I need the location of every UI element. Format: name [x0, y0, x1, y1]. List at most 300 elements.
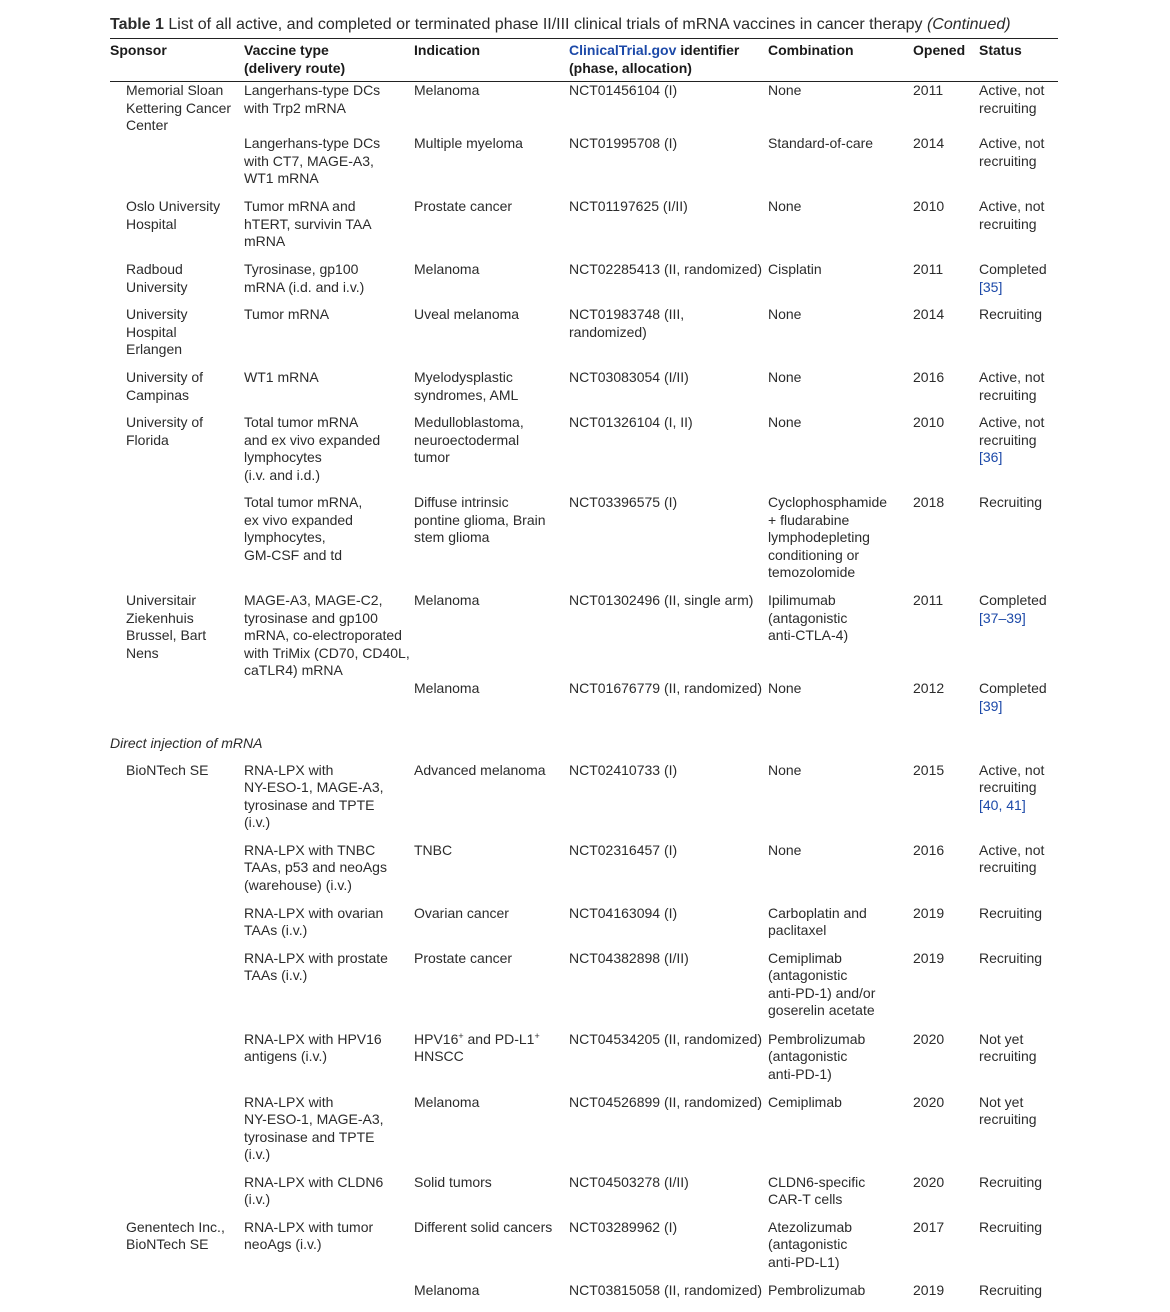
combination-cell — [768, 905, 913, 950]
identifier-text: NCT04534205 (II, randomized) — [569, 1030, 762, 1047]
indication-cell — [414, 414, 569, 494]
identifier-text: NCT03815058 (II, randomized) — [569, 1281, 762, 1298]
indication-text: syndromes, AML — [414, 386, 519, 403]
vaccine-text: tyrosinase and gp100 — [244, 609, 378, 626]
status-text: recruiting — [979, 1111, 1037, 1128]
vaccine-text: Tumor mRNA and — [244, 197, 356, 214]
status-text: recruiting — [979, 99, 1037, 116]
opened-cell: 2010 — [913, 413, 945, 430]
indication-text: Melanoma — [414, 1093, 480, 1110]
vaccine-text: hTERT, survivin TAA — [244, 215, 372, 232]
combination-text: (antagonistic — [768, 1048, 848, 1065]
sponsor-text: Ziekenhuis — [126, 609, 194, 626]
identifier-cell — [569, 261, 768, 306]
table-row — [110, 82, 1058, 135]
vaccine-text: antigens (i.v.) — [244, 1048, 327, 1065]
sponsor-cell — [110, 82, 244, 135]
opened-cell: 2011 — [913, 82, 944, 99]
vaccine-text: RNA-LPX with tumor — [244, 1218, 374, 1235]
header-indication: Indication — [414, 42, 481, 58]
vaccine-text: TAAs, p53 and neoAgs — [244, 859, 387, 876]
opened-cell: 2010 — [913, 197, 945, 214]
identifier-cell — [569, 762, 768, 842]
sponsor-cell — [110, 494, 244, 592]
vaccine-type-cell — [244, 1031, 414, 1094]
indication-cell — [414, 261, 569, 306]
sponsor-text: Memorial Sloan — [126, 82, 224, 99]
header-opened: Opened — [913, 42, 966, 58]
status-cell — [979, 198, 1058, 261]
indication-cell — [414, 842, 569, 905]
status-text: Active, not — [979, 368, 1045, 385]
caption-label: Table 1 — [110, 16, 164, 33]
vaccine-type-cell — [244, 905, 414, 950]
clinicaltrial-link[interactable]: ClinicalTrial.gov — [569, 42, 677, 58]
vaccine-text: NY-ESO-1, MAGE-A3, — [244, 779, 384, 796]
status-cell — [979, 1031, 1058, 1094]
opened-cell: 2019 — [913, 1281, 945, 1298]
status-text: recruiting — [979, 152, 1037, 169]
table-row — [110, 261, 1058, 306]
indication-cell — [414, 494, 569, 592]
combination-cell — [768, 494, 913, 592]
identifier-cell — [569, 1174, 768, 1219]
opened-cell: 2019 — [913, 949, 945, 966]
combination-text: temozolomide — [768, 564, 856, 581]
indication-text: Medulloblastoma, — [414, 413, 524, 430]
indication-cell — [414, 369, 569, 414]
vaccine-type-cell — [244, 680, 414, 725]
indication-text: Different solid cancers — [414, 1218, 553, 1235]
vaccine-text: RNA-LPX with HPV16 — [244, 1030, 382, 1047]
combination-text: None — [768, 679, 802, 696]
combination-text: None — [768, 413, 802, 430]
identifier-text: NCT01983748 (III, — [569, 305, 685, 322]
table-row — [110, 414, 1058, 494]
indication-text: Melanoma — [414, 591, 480, 608]
reference-link[interactable]: [40, 41] — [979, 796, 1026, 813]
vaccine-type-cell — [244, 414, 414, 494]
sponsor-cell — [110, 198, 244, 261]
status-text: Active, not — [979, 197, 1045, 214]
sponsor-text: Hospital — [126, 215, 177, 232]
sponsor-text: Erlangen — [126, 341, 183, 358]
vaccine-type-cell — [244, 592, 414, 680]
table-row — [110, 950, 1058, 1031]
status-text: Recruiting — [979, 904, 1043, 921]
combination-cell — [768, 680, 913, 725]
status-cell — [979, 1219, 1058, 1282]
indication-text: Advanced melanoma — [414, 761, 546, 778]
vaccine-text: lymphocytes, — [244, 529, 326, 546]
identifier-cell — [569, 82, 768, 135]
combination-text: Cisplatin — [768, 260, 822, 277]
indication-text: Uveal melanoma — [414, 305, 520, 322]
status-text: recruiting — [979, 386, 1037, 403]
indication-text: Melanoma — [414, 1281, 480, 1298]
vaccine-text: TAAs (i.v.) — [244, 922, 308, 939]
combination-cell — [768, 762, 913, 842]
indication-cell — [414, 198, 569, 261]
caption-text: List of all active, and completed or terminated phase II/III clinical trials of mRNA vaccines in cancer therapy — [163, 16, 927, 33]
table-row — [110, 369, 1058, 414]
sponsor-text: Hospital — [126, 323, 177, 340]
vaccine-text: Total tumor mRNA, — [244, 493, 363, 510]
table-caption — [110, 14, 1058, 36]
combination-text: anti-CTLA-4) — [768, 627, 849, 644]
status-text: Completed — [979, 679, 1047, 696]
identifier-cell — [569, 414, 768, 494]
status-cell — [979, 306, 1058, 369]
vaccine-text: caTLR4) mRNA — [244, 662, 343, 679]
vaccine-text: WT1 mRNA — [244, 368, 319, 385]
vaccine-text: RNA-LPX with — [244, 1093, 334, 1110]
vaccine-text: TAAs (i.v.) — [244, 967, 308, 984]
vaccine-text: mRNA, co-electroporated — [244, 627, 402, 644]
status-text: Completed — [979, 260, 1047, 277]
vaccine-type-cell — [244, 369, 414, 414]
sponsor-cell — [110, 762, 244, 842]
header-combination: Combination — [768, 42, 854, 58]
combination-text: Pembrolizumab — [768, 1281, 866, 1298]
indication-text: HNSCC — [414, 1048, 464, 1065]
trials-table — [110, 39, 1058, 1312]
combination-cell — [768, 1094, 913, 1174]
sponsor-text: Florida — [126, 431, 169, 448]
table-row — [110, 306, 1058, 369]
indication-text: Melanoma — [414, 679, 480, 696]
status-text: Recruiting — [979, 1218, 1043, 1235]
sponsor-cell — [110, 1094, 244, 1174]
identifier-cell — [569, 1031, 768, 1094]
status-cell — [979, 135, 1058, 198]
sponsor-cell — [110, 261, 244, 306]
sponsor-text: Campinas — [126, 386, 190, 403]
combination-text: Cemiplimab — [768, 949, 842, 966]
identifier-cell — [569, 592, 768, 680]
status-text: Active, not — [979, 841, 1045, 858]
vaccine-type-cell — [244, 762, 414, 842]
table-row — [110, 1219, 1058, 1282]
status-text: Active, not — [979, 134, 1045, 151]
combination-cell — [768, 1174, 913, 1219]
indication-cell — [414, 82, 569, 135]
status-cell — [979, 414, 1058, 494]
identifier-cell — [569, 198, 768, 261]
vaccine-text: WT1 mRNA — [244, 170, 319, 187]
identifier-cell — [569, 306, 768, 369]
sponsor-text: BioNTech SE — [126, 761, 209, 778]
status-cell — [979, 1174, 1058, 1219]
vaccine-text: mRNA — [244, 233, 286, 250]
sponsor-cell — [110, 135, 244, 198]
combination-cell — [768, 950, 913, 1031]
sponsor-text: Radboud — [126, 260, 183, 277]
identifier-text: NCT02285413 (II, randomized) — [569, 260, 762, 277]
combination-text: Pembrolizumab — [768, 1030, 866, 1047]
indication-text: tumor — [414, 449, 450, 466]
combination-cell — [768, 1282, 913, 1312]
indication-cell — [414, 1094, 569, 1174]
opened-cell: 2011 — [913, 260, 944, 277]
indication-text: neuroectodermal — [414, 431, 520, 448]
combination-text: Cyclophosphamide — [768, 493, 888, 510]
sponsor-text: Oslo University — [126, 197, 221, 214]
indication-text: stem glioma — [414, 529, 490, 546]
header-vaccine-type: Vaccine type (delivery route) — [244, 42, 346, 76]
opened-cell: 2014 — [913, 134, 945, 151]
identifier-text: NCT01302496 (II, single arm) — [569, 591, 754, 608]
indication-text: Melanoma — [414, 82, 480, 99]
table-row — [110, 680, 1058, 725]
combination-text: (antagonistic — [768, 967, 848, 984]
opened-cell: 2016 — [913, 841, 945, 858]
reference-link[interactable]: [35] — [979, 278, 1003, 295]
vaccine-text: tyrosinase and TPTE — [244, 796, 375, 813]
combination-text: Carboplatin and — [768, 904, 867, 921]
sponsor-cell — [110, 842, 244, 905]
sponsor-cell — [110, 1219, 244, 1282]
table-row — [110, 905, 1058, 950]
indication-text: pontine glioma, Brain — [414, 511, 546, 528]
table-row — [110, 762, 1058, 842]
sponsor-text: BioNTech SE — [126, 1236, 209, 1253]
status-cell — [979, 369, 1058, 414]
opened-cell: 2014 — [913, 305, 945, 322]
vaccine-text: tyrosinase and TPTE — [244, 1128, 375, 1145]
vaccine-type-cell — [244, 261, 414, 306]
combination-text: + fludarabine — [768, 511, 850, 528]
vaccine-text: ex vivo expanded — [244, 511, 353, 528]
identifier-text: NCT01456104 (I) — [569, 82, 678, 99]
status-text: recruiting — [979, 1048, 1037, 1065]
status-text: Recruiting — [979, 493, 1043, 510]
opened-cell: 2012 — [913, 679, 945, 696]
vaccine-type-cell — [244, 135, 414, 198]
header-sponsor: Sponsor — [110, 42, 167, 58]
indication-cell — [414, 680, 569, 725]
identifier-cell — [569, 1282, 768, 1312]
table-row — [110, 1282, 1058, 1312]
identifier-cell — [569, 1219, 768, 1282]
opened-cell: 2016 — [913, 368, 945, 385]
vaccine-text: (i.v.) — [244, 814, 271, 831]
status-cell — [979, 1094, 1058, 1174]
sponsor-cell — [110, 306, 244, 369]
indication-cell — [414, 135, 569, 198]
identifier-cell — [569, 842, 768, 905]
table-row — [110, 135, 1058, 198]
reference-link[interactable]: [37–39] — [979, 609, 1026, 626]
vaccine-text: Langerhans-type DCs — [244, 134, 381, 151]
sponsor-text: Genentech Inc., — [126, 1218, 225, 1235]
vaccine-text: Tumor mRNA — [244, 305, 330, 322]
sponsor-text: Universitair — [126, 591, 197, 608]
indication-cell — [414, 592, 569, 680]
sponsor-cell — [110, 1174, 244, 1219]
indication-cell — [414, 762, 569, 842]
identifier-text: NCT02316457 (I) — [569, 841, 678, 858]
vaccine-text: RNA-LPX with — [244, 761, 334, 778]
opened-cell: 2020 — [913, 1093, 945, 1110]
status-text: Recruiting — [979, 1281, 1043, 1298]
indication-cell — [414, 1219, 569, 1282]
indication-cell — [414, 950, 569, 1031]
status-text: recruiting — [979, 215, 1037, 232]
table-container — [110, 14, 1058, 1312]
indication-text: Solid tumors — [414, 1173, 492, 1190]
sponsor-cell — [110, 414, 244, 494]
vaccine-type-cell — [244, 842, 414, 905]
combination-text: None — [768, 761, 802, 778]
identifier-text: NCT03289962 (I) — [569, 1218, 678, 1235]
vaccine-text: with CT7, MAGE-A3, — [244, 152, 374, 169]
sponsor-text: Kettering Cancer — [126, 99, 232, 116]
identifier-text: NCT01676779 (II, randomized) — [569, 679, 762, 696]
vaccine-type-cell — [244, 1282, 414, 1312]
sponsor-text: University of — [126, 368, 204, 385]
identifier-text: NCT04382898 (I/II) — [569, 949, 689, 966]
combination-cell — [768, 82, 913, 135]
vaccine-text: Langerhans-type DCs — [244, 82, 381, 99]
status-text: Not yet — [979, 1030, 1024, 1047]
combination-text: conditioning or — [768, 546, 860, 563]
vaccine-type-cell — [244, 494, 414, 592]
combination-cell — [768, 1031, 913, 1094]
combination-cell — [768, 261, 913, 306]
status-text: Recruiting — [979, 1173, 1043, 1190]
opened-cell: 2018 — [913, 493, 945, 510]
status-text: recruiting — [979, 859, 1037, 876]
status-cell — [979, 762, 1058, 842]
identifier-text: NCT04163094 (I) — [569, 904, 678, 921]
table-row — [110, 842, 1058, 905]
combination-cell — [768, 592, 913, 680]
identifier-text: NCT04503278 (I/II) — [569, 1173, 689, 1190]
identifier-cell — [569, 494, 768, 592]
section-label: Direct injection of mRNA — [110, 734, 263, 751]
identifier-cell — [569, 680, 768, 725]
caption-continued: (Continued) — [926, 16, 1011, 33]
combination-cell — [768, 198, 913, 261]
combination-text: CLDN6-specific — [768, 1173, 866, 1190]
vaccine-text: RNA-LPX with CLDN6 — [244, 1173, 384, 1190]
vaccine-type-cell — [244, 1219, 414, 1282]
vaccine-type-cell — [244, 198, 414, 261]
combination-cell — [768, 414, 913, 494]
sponsor-cell — [110, 905, 244, 950]
status-text: Active, not — [979, 413, 1045, 430]
combination-cell — [768, 369, 913, 414]
table-row — [110, 1031, 1058, 1094]
status-text: Active, not — [979, 761, 1045, 778]
status-text: Active, not — [979, 82, 1045, 99]
identifier-cell — [569, 950, 768, 1031]
combination-text: None — [768, 841, 802, 858]
combination-text: Atezolizumab — [768, 1218, 853, 1235]
combination-text: CAR-T cells — [768, 1191, 843, 1208]
vaccine-text: and ex vivo expanded — [244, 431, 381, 448]
combination-text: None — [768, 82, 802, 99]
sponsor-cell — [110, 592, 244, 680]
identifier-text: NCT01326104 (I, II) — [569, 413, 693, 430]
table-row — [110, 592, 1058, 680]
header-identifier: ClinicalTrial.gov identifier (phase, allocation) — [569, 42, 740, 76]
indication-text: Melanoma — [414, 260, 480, 277]
combination-cell — [768, 135, 913, 198]
indication-text: Ovarian cancer — [414, 904, 509, 921]
indication-cell — [414, 905, 569, 950]
identifier-text: NCT04526899 (II, randomized) — [569, 1093, 762, 1110]
combination-text: None — [768, 197, 802, 214]
status-text: recruiting — [979, 431, 1037, 448]
vaccine-text: mRNA (i.d. and i.v.) — [244, 278, 365, 295]
identifier-text: NCT01995708 (I) — [569, 134, 678, 151]
vaccine-text: RNA-LPX with TNBC — [244, 841, 376, 858]
sponsor-text: University of — [126, 413, 204, 430]
sponsor-cell — [110, 369, 244, 414]
indication-text: TNBC — [414, 841, 453, 858]
combination-text: (antagonistic — [768, 1236, 848, 1253]
status-text: Recruiting — [979, 949, 1043, 966]
status-cell — [979, 905, 1058, 950]
sponsor-text: Brussel, Bart — [126, 627, 207, 644]
sponsor-text: University — [126, 305, 188, 322]
identifier-text: randomized) — [569, 323, 647, 340]
sponsor-text: Center — [126, 117, 169, 134]
vaccine-type-cell — [244, 82, 414, 135]
identifier-cell — [569, 135, 768, 198]
identifier-text: NCT02410733 (I) — [569, 761, 678, 778]
identifier-text: NCT03083054 (I/II) — [569, 368, 689, 385]
sponsor-cell — [110, 1031, 244, 1094]
status-cell — [979, 680, 1058, 725]
table-body — [110, 82, 1058, 1312]
status-text: Completed — [979, 591, 1047, 608]
combination-text: None — [768, 305, 802, 322]
status-text: recruiting — [979, 779, 1037, 796]
vaccine-text: (i.v.) — [244, 1191, 271, 1208]
table-row — [110, 494, 1058, 592]
vaccine-text: Total tumor mRNA — [244, 413, 359, 430]
vaccine-text: (warehouse) (i.v.) — [244, 876, 352, 893]
identifier-cell — [569, 1094, 768, 1174]
opened-cell: 2020 — [913, 1173, 945, 1190]
combination-cell — [768, 306, 913, 369]
table-row — [110, 198, 1058, 261]
status-cell — [979, 950, 1058, 1031]
combination-text: goserelin acetate — [768, 1002, 875, 1019]
indication-cell — [414, 1031, 569, 1094]
combination-text: lymphodepleting — [768, 529, 870, 546]
vaccine-text: RNA-LPX with prostate — [244, 949, 388, 966]
section-row — [110, 725, 1058, 762]
table-row — [110, 1174, 1058, 1219]
opened-cell: 2020 — [913, 1030, 945, 1047]
vaccine-text: (i.v. and i.d.) — [244, 466, 320, 483]
indication-text: Myelodysplastic — [414, 368, 513, 385]
opened-cell: 2015 — [913, 761, 945, 778]
identifier-cell — [569, 905, 768, 950]
reference-link[interactable]: [39] — [979, 697, 1003, 714]
status-cell — [979, 592, 1058, 680]
reference-link[interactable]: [36] — [979, 449, 1003, 466]
vaccine-text: neoAgs (i.v.) — [244, 1236, 322, 1253]
indication-text: HPV16+ and PD-L1+ — [414, 1030, 540, 1047]
table-row — [110, 1094, 1058, 1174]
opened-cell: 2017 — [913, 1218, 945, 1235]
indication-text: Prostate cancer — [414, 197, 513, 214]
